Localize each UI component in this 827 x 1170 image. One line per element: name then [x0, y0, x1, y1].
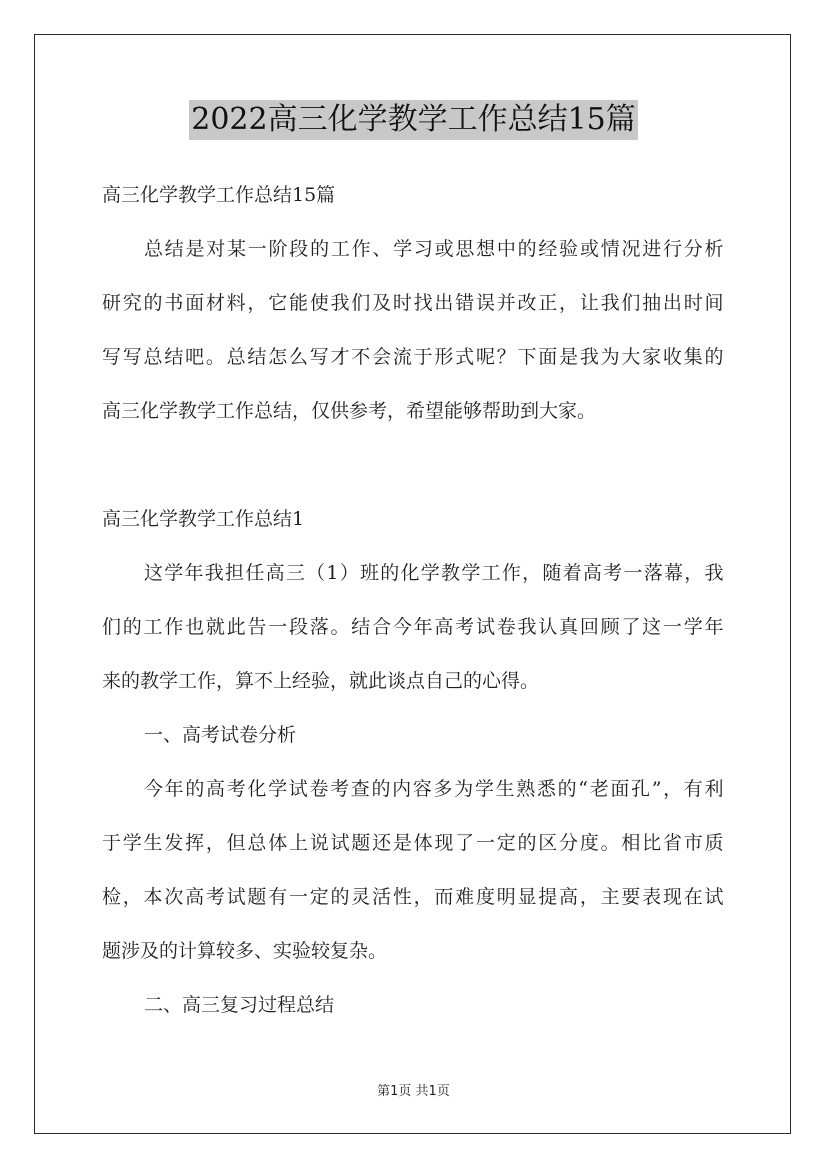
intro-line-4: 高三化学教学工作总结，仅供参考，希望能够帮助到大家。 — [102, 400, 597, 422]
page-footer: 第1页 共1页 — [377, 1084, 450, 1099]
section1-line-2: 们的工作也就此告一段落。结合今年高考试卷我认真回顾了这一学年 — [102, 616, 724, 638]
document-subtitle: 高三化学教学工作总结15篇 — [102, 184, 336, 206]
analysis-line-4: 题涉及的计算较多、实验较复杂。 — [102, 940, 388, 962]
intro-line-3: 写写总结吧。总结怎么写才不会流于形式呢？下面是我为大家收集的 — [102, 346, 724, 368]
heading-exam-analysis: 一、高考试卷分析 — [144, 724, 297, 746]
heading-review-summary: 二、高三复习过程总结 — [144, 994, 335, 1016]
analysis-line-2: 于学生发挥，但总体上说试题还是体现了一定的区分度。相比省市质 — [102, 832, 724, 854]
title-container — [0, 100, 827, 140]
section1-line-1: 这学年我担任高三（1）班的化学教学工作，随着高考一落幕，我 — [144, 562, 724, 584]
intro-line-1: 总结是对某一阶段的工作、学习或思想中的经验或情况进行分析 — [144, 238, 724, 260]
analysis-line-3: 检，本次高考试题有一定的灵活性，而难度明显提高，主要表现在试 — [102, 886, 724, 908]
section1-line-3: 来的教学工作，算不上经验，就此谈点自己的心得。 — [102, 670, 540, 692]
analysis-line-1: 今年的高考化学试卷考查的内容多为学生熟悉的“老面孔”，有利 — [144, 778, 724, 800]
section1-heading: 高三化学教学工作总结1 — [102, 508, 305, 530]
document-title: 2022高三化学教学工作总结15篇 — [189, 100, 638, 140]
intro-line-2: 研究的书面材料，它能使我们及时找出错误并改正，让我们抽出时间 — [102, 292, 724, 314]
